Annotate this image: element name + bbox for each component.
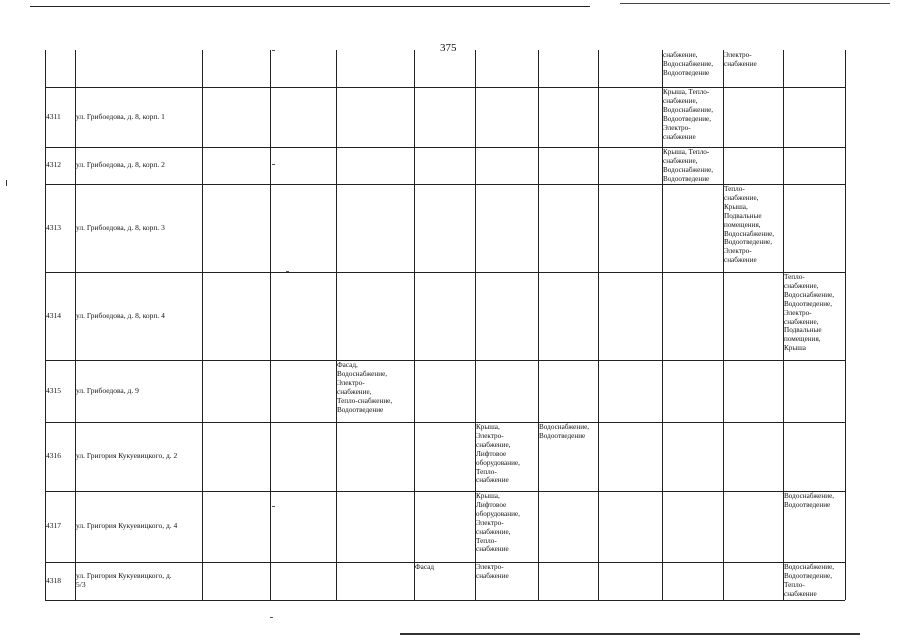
work-cell: Крыша, Тепло- снабжение, Водоснабжение, Водоотведение, Электро- снабжение <box>663 88 714 141</box>
top-rule-secondary <box>620 3 890 4</box>
table-column-border <box>845 50 846 600</box>
work-cell: Крыша, Тепло- снабжение, Водоснабжение, Водоотведение <box>663 148 714 183</box>
address-cell: ул. Григория Кукуевицкого, д. 4 <box>76 521 178 531</box>
scan-mark <box>272 50 275 51</box>
row-number: 4311 <box>46 111 61 121</box>
work-cell: Тепло- снабжение, Водоснабжение, Водоотведение, Электро- снабжение, Подвальные помещения, Крыша <box>784 273 835 353</box>
row-number: 4312 <box>46 160 61 170</box>
work-cell: Фасад, Водоснабжение, Электро- снабжение, Тепло-снабжение, Водоотведение <box>337 361 393 414</box>
address-cell: ул. Грибоедова, д. 8, корп. 2 <box>76 160 165 170</box>
table-column-border <box>202 50 203 600</box>
row-number: 4313 <box>46 222 61 232</box>
work-cell: Электро- снабжение <box>476 563 509 580</box>
work-cell: Водоснабжение, Водоотведение <box>539 423 590 440</box>
top-rule <box>30 6 590 7</box>
page-number: 375 <box>440 42 457 54</box>
scan-mark <box>272 164 275 165</box>
work-cell: снабжение, Водоснабжение, Водоотведение <box>663 51 714 77</box>
address-cell: ул. Григория Кукуевицкого, д. 2 <box>76 451 178 461</box>
table-row-border <box>45 600 845 601</box>
work-cell: Водоснабжение, Водоотведение <box>784 492 835 509</box>
table-column-border <box>336 50 337 600</box>
address-cell: ул. Грибоедова, д. 9 <box>76 385 139 395</box>
address-cell: ул. Грибоедова, д. 8, корп. 3 <box>76 222 165 232</box>
row-number: 4315 <box>46 385 61 395</box>
table-column-border <box>598 50 599 600</box>
scan-mark <box>270 617 273 618</box>
row-number: 4317 <box>46 521 61 531</box>
row-number: 4316 <box>46 451 61 461</box>
scan-mark <box>286 271 289 272</box>
row-number: 4318 <box>46 575 61 585</box>
work-cell: Крыша, Электро- снабжение, Лифтовое оборудование, Тепло- снабжение <box>476 423 520 485</box>
work-cell: Тепло- снабжение, Крыша, Подвальные помещения, Водоснабжение, Водоотведение, Электро- снабжение <box>724 185 775 265</box>
scan-mark <box>272 506 275 507</box>
work-cell: Электро- снабжение <box>724 51 757 68</box>
work-cell: Крыша, Лифтовое оборудование, Электро- снабжение, Тепло- снабжение <box>476 492 520 554</box>
work-cell: Фасад <box>415 563 434 571</box>
table-column-border <box>414 50 415 600</box>
address-cell: ул. Грибоедова, д. 8, корп. 4 <box>76 310 165 320</box>
work-cell: Водоснабжение, Водоотведение, Тепло- снабжение <box>784 563 835 598</box>
table-column-border <box>270 50 271 600</box>
table-column-border <box>723 50 724 600</box>
table-column-border <box>538 50 539 600</box>
address-cell: ул. Грибоедова, д. 8, корп. 1 <box>76 111 165 121</box>
margin-mark <box>6 180 7 186</box>
row-number: 4314 <box>46 310 61 320</box>
address-cell: ул. Григория Кукуевицкого, д. 5/3 <box>76 571 172 589</box>
bottom-rule <box>400 633 860 635</box>
